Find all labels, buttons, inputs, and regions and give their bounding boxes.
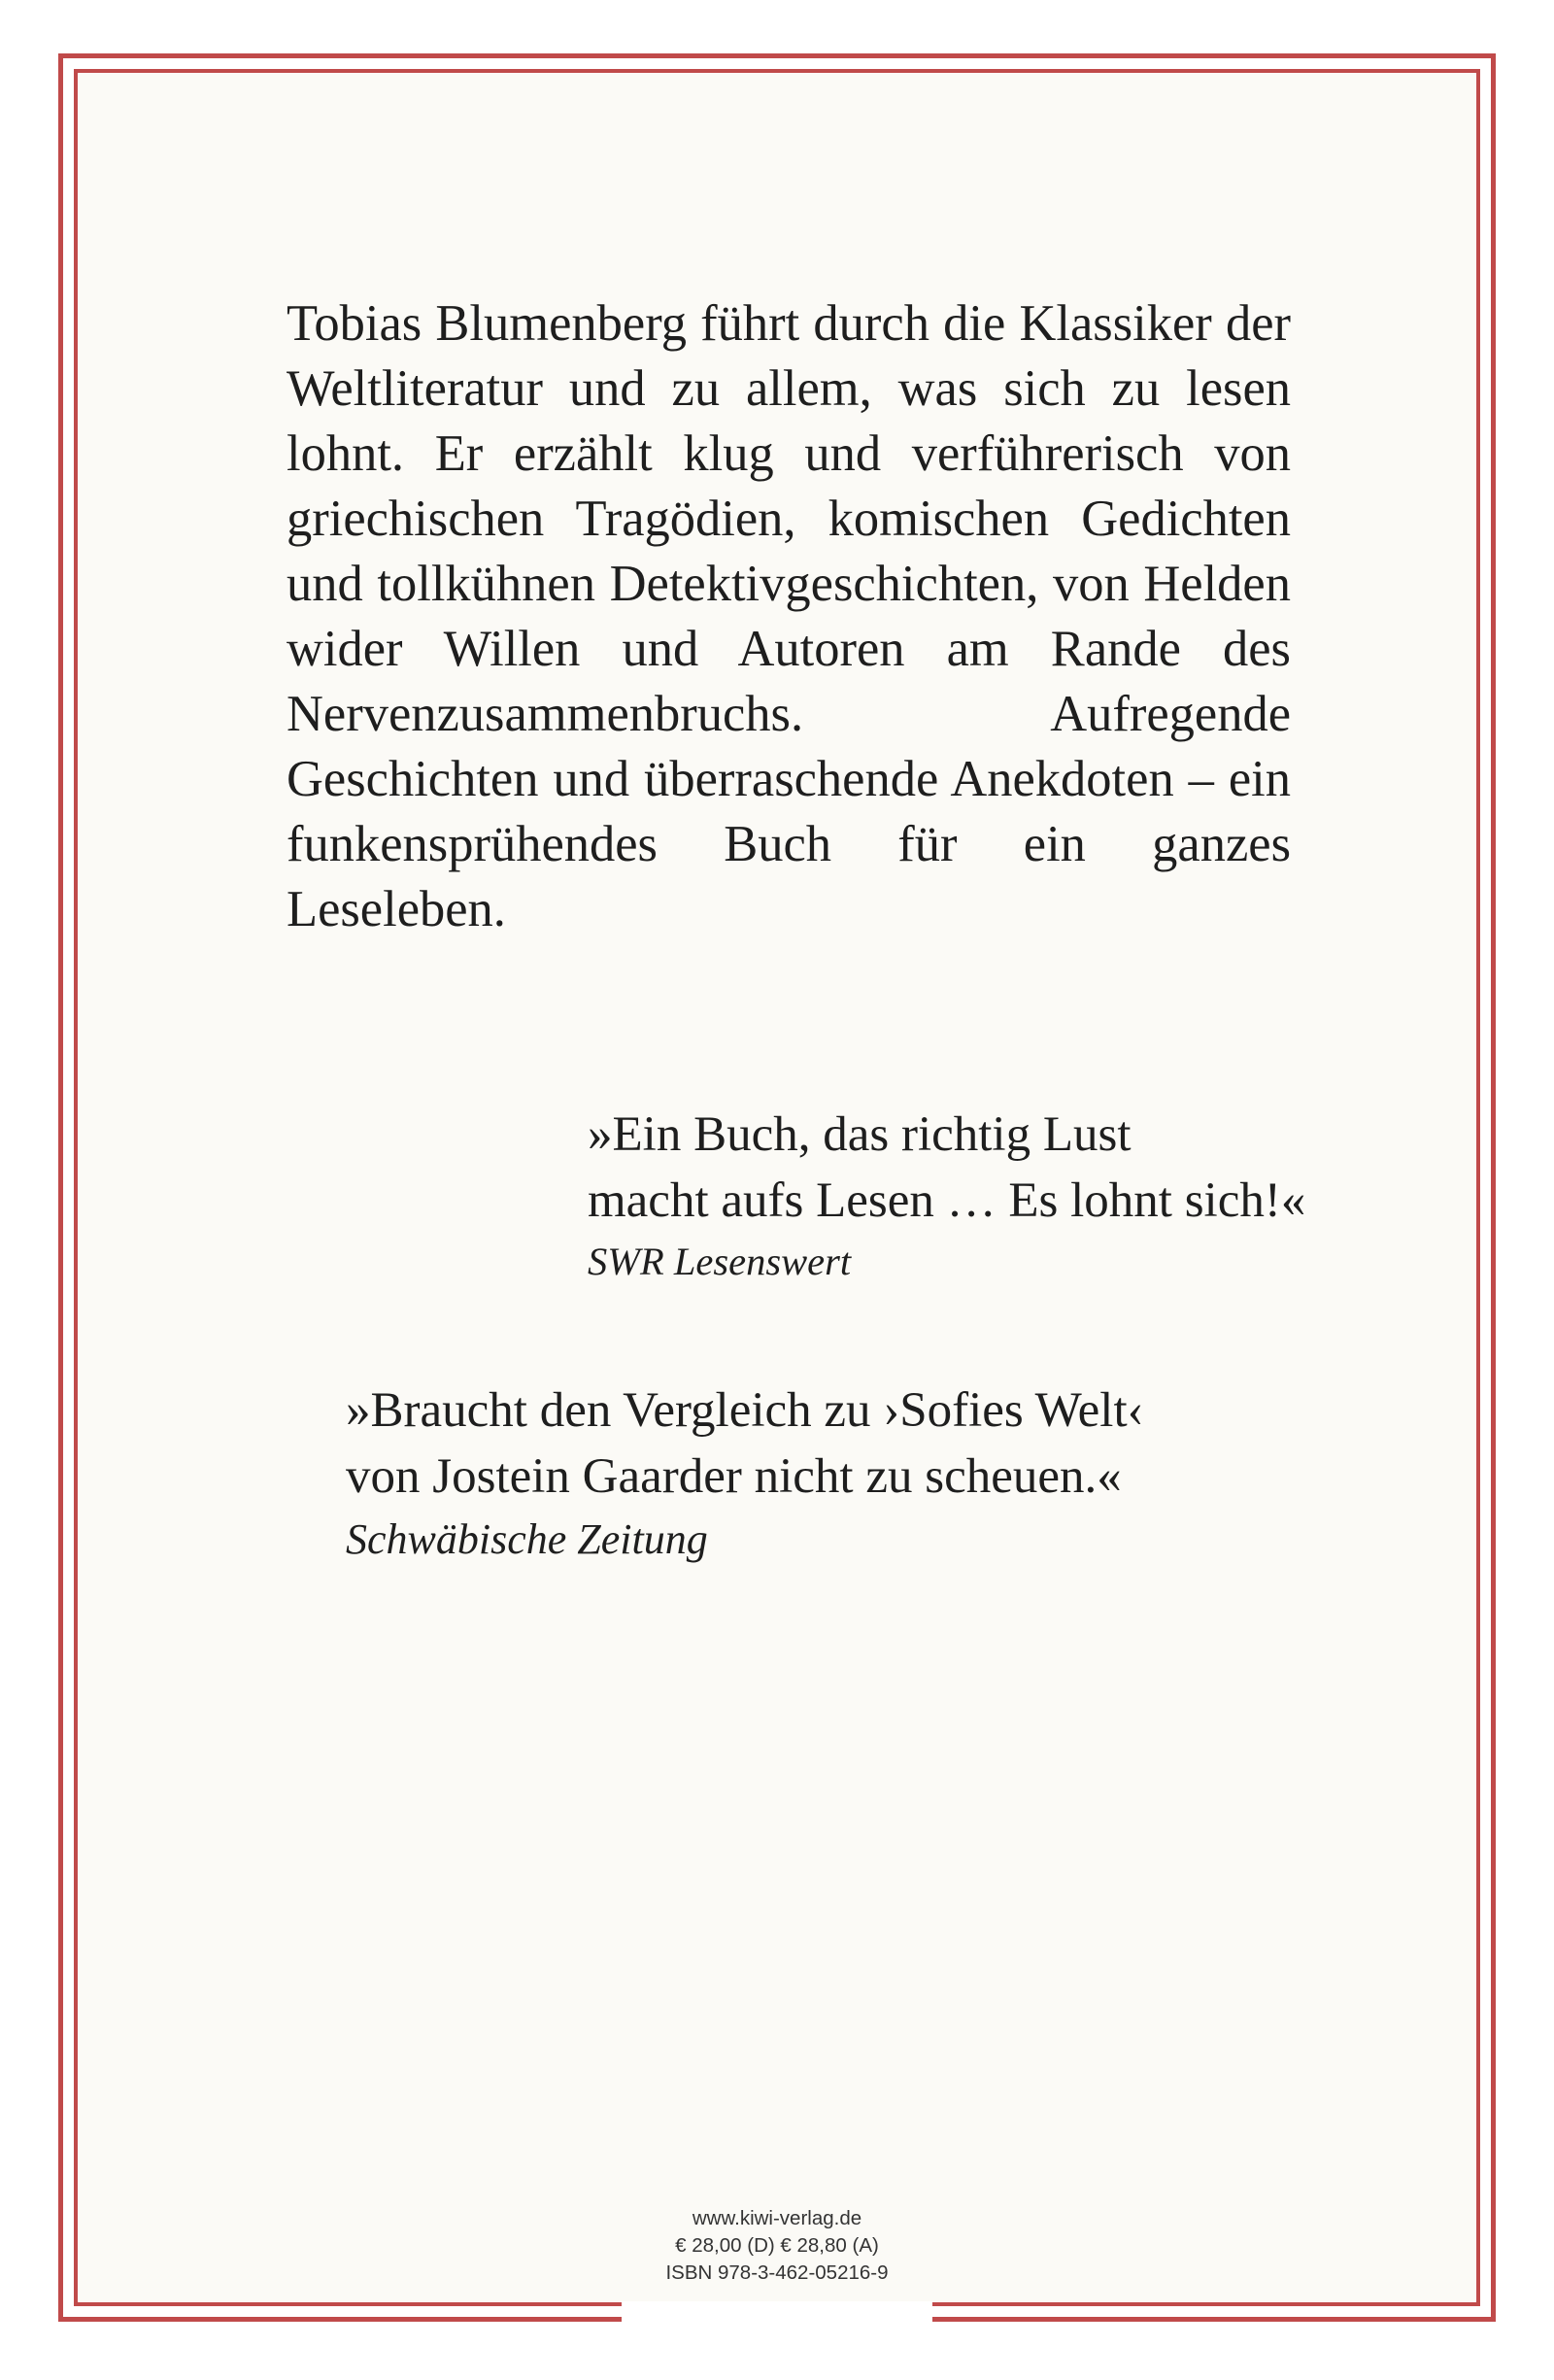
publisher-website: www.kiwi-verlag.de xyxy=(692,2207,862,2229)
quote-source: Schwäbische Zeitung xyxy=(346,1515,708,1563)
book-blurb: Tobias Blumenberg führt durch die Klassiker der Weltliteratur und zu allem, was sich zu lesen lohnt. Er erzählt klug und verführerisch von griechischen Tragödien, komischen Gedichten und tollkühnen Detektivgeschichten, von Helden wider Willen und Autoren am Rande des Nervenzusammenbruchs. Aufregende Geschichten und überraschende Anekdoten – ein funkensprühendes Buch für ein ganzes Leseleben. xyxy=(287,295,1291,937)
quote-line: von Jostein Gaarder nicht zu scheuen.« xyxy=(346,1449,1122,1504)
quote-line: »Ein Buch, das richtig Lust xyxy=(588,1107,1132,1162)
quote-line: macht aufs Lesen … Es lohnt sich!« xyxy=(588,1173,1306,1228)
quote-source: SWR Lesenswert xyxy=(588,1240,852,1283)
price-info: € 28,00 (D) € 28,80 (A) xyxy=(675,2234,879,2257)
quote-line: »Braucht den Vergleich zu ›Sofies Welt‹ xyxy=(346,1383,1144,1438)
imprint-block xyxy=(622,2205,932,2287)
review-quote-schwaebische xyxy=(346,1377,1144,1570)
review-quote-swr xyxy=(588,1102,1305,1290)
isbn: ISBN 978-3-462-05216-9 xyxy=(665,2261,889,2284)
